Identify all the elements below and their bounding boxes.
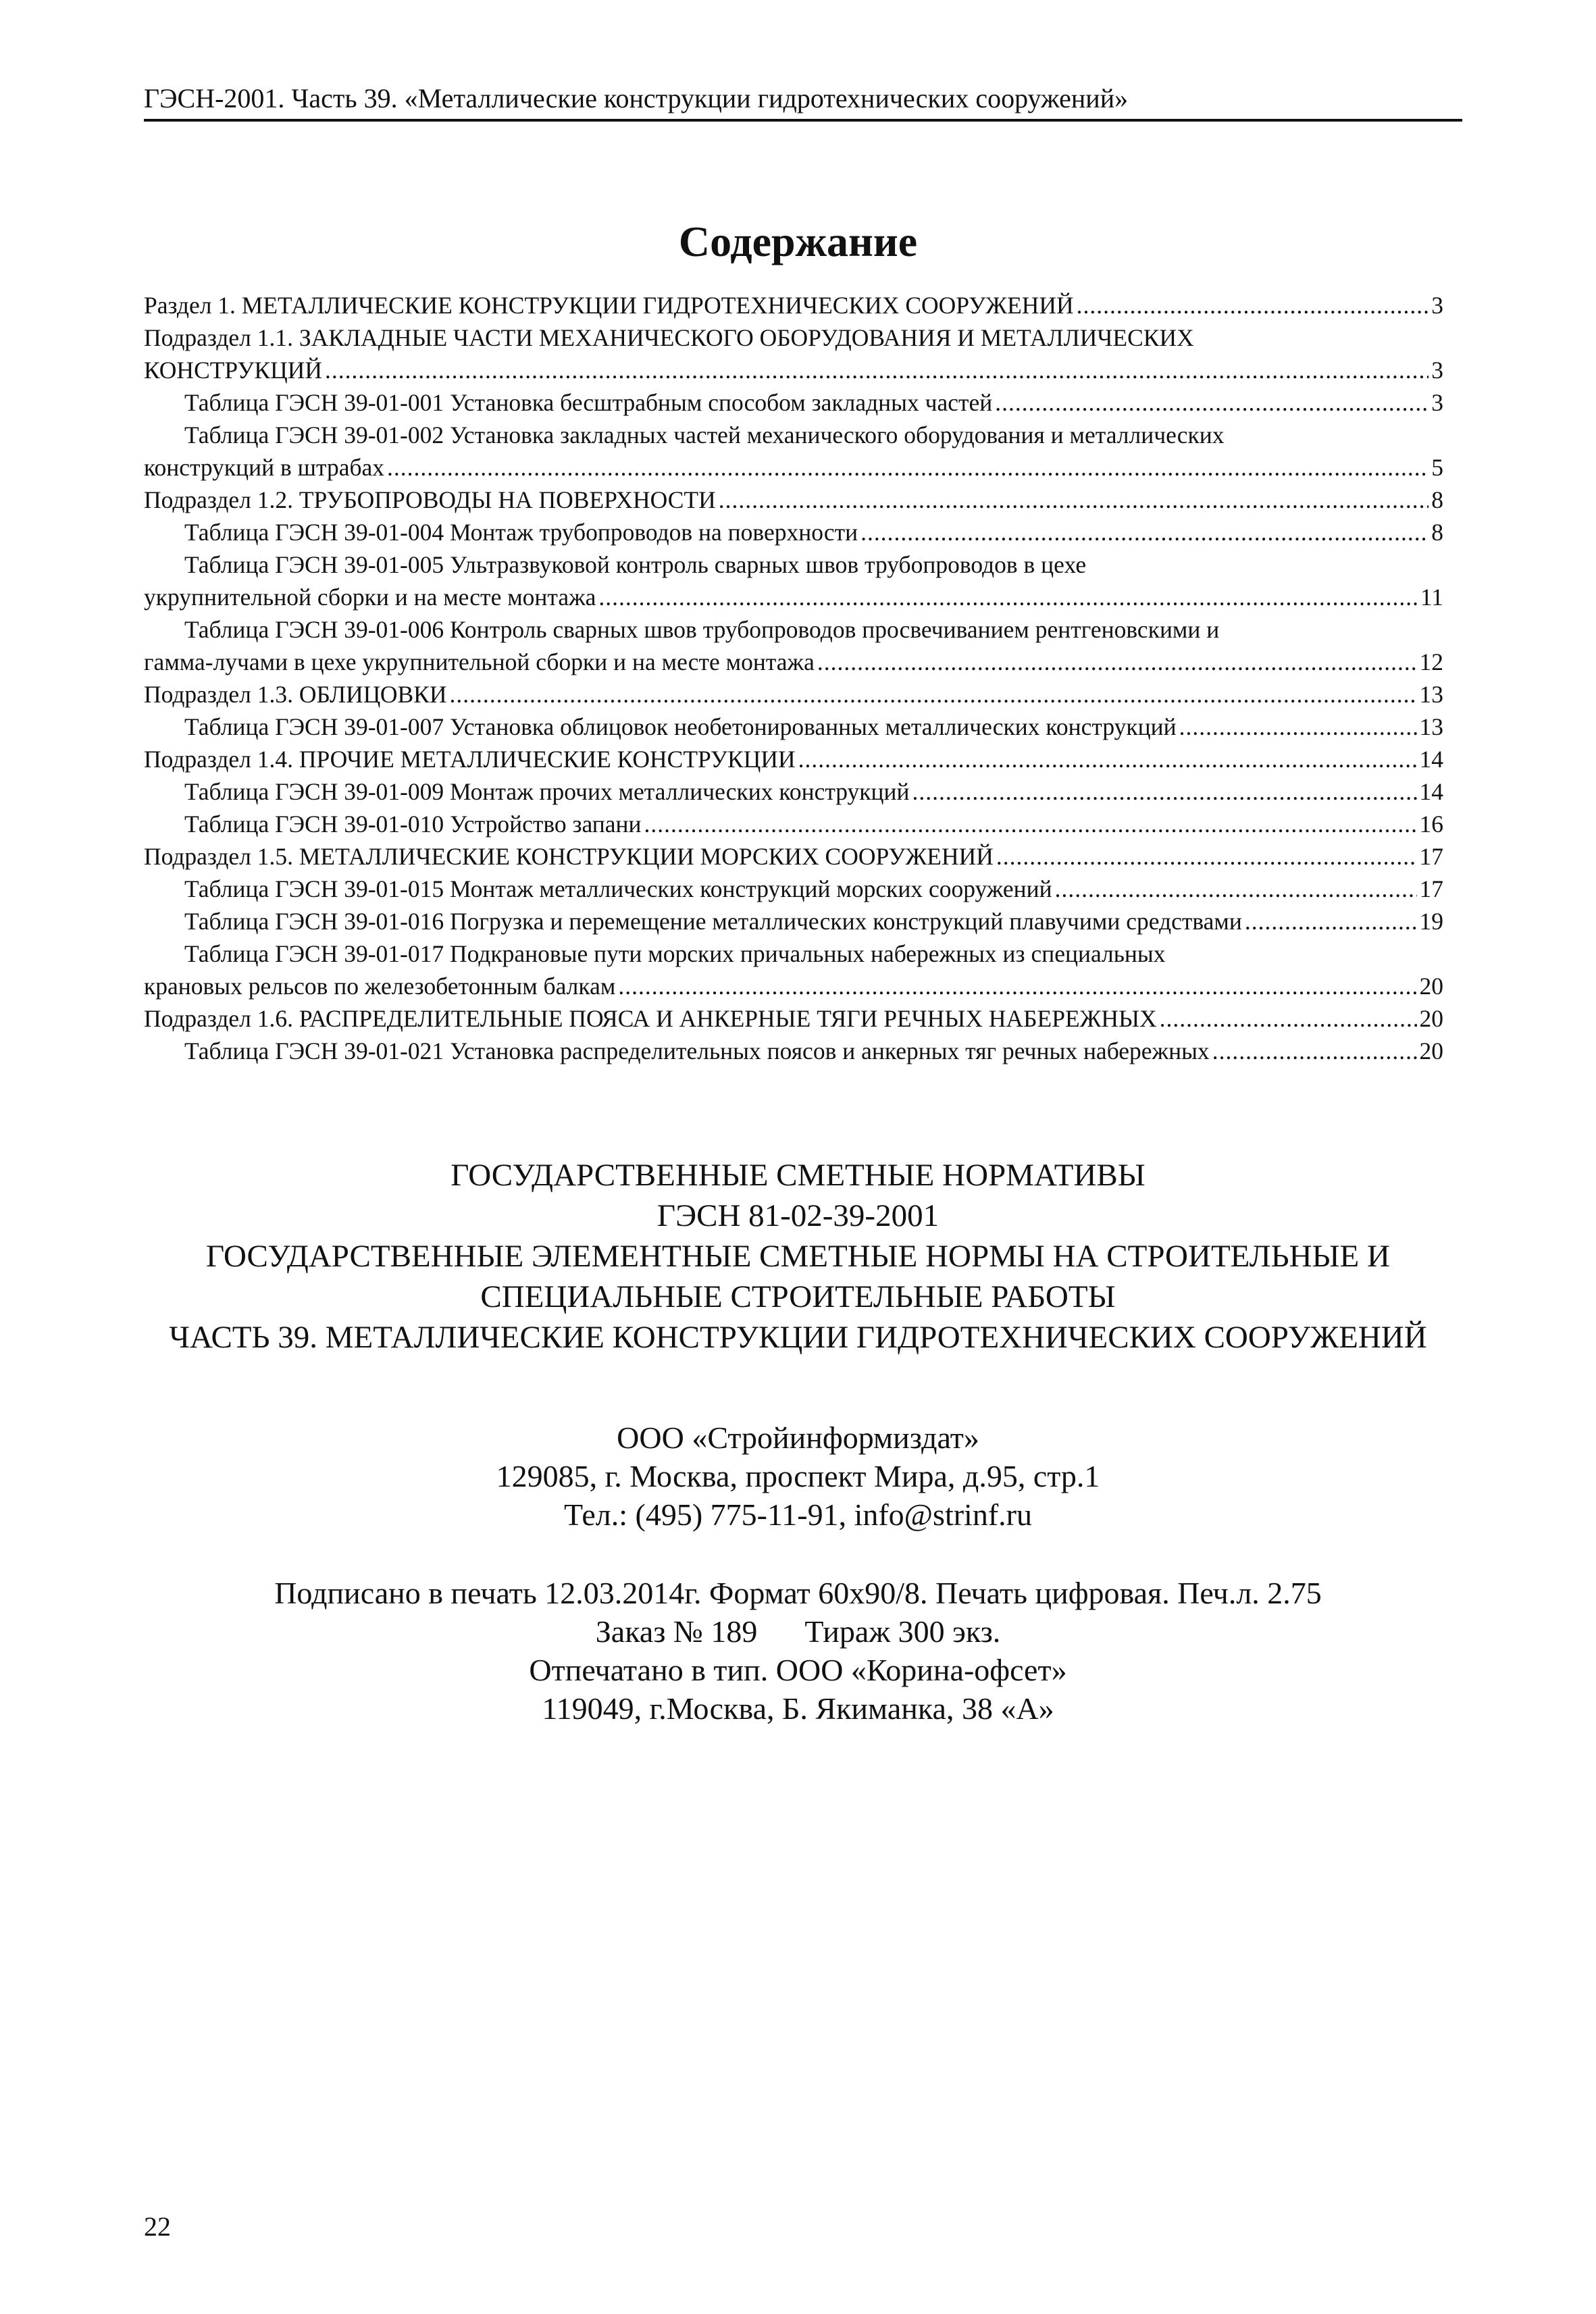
toc-entry-line — [144, 1035, 1443, 1067]
norms-line: ЧАСТЬ 39. МЕТАЛЛИЧЕСКИЕ КОНСТРУКЦИИ ГИДРОТЕХНИЧЕСКИХ СООРУЖЕНИЙ — [169, 1320, 1427, 1355]
toc-leader-dots — [1160, 1002, 1417, 1035]
toc-entry-line — [144, 354, 1443, 386]
toc-entry — [144, 711, 1443, 743]
page-number: 22 — [144, 2211, 171, 2242]
toc-entry-line-wrapped — [144, 937, 1443, 970]
imprint-run: Тираж 300 экз. — [804, 1614, 1001, 1649]
toc-entry — [144, 484, 1443, 516]
toc-entry-line — [144, 1002, 1443, 1035]
toc-entry-line — [144, 678, 1443, 711]
toc-entry-text: Подраздел 1.3. ОБЛИЦОВКИ — [144, 681, 447, 708]
toc-entry-text: Таблица ГЭСН 39-01-010 Устройство запани — [184, 811, 642, 838]
publisher-name: ООО «Стройинформиздат» — [617, 1420, 979, 1455]
toc-entry-text: Таблица ГЭСН 39-01-021 Установка распределительных поясов и анкерных тяг речных набережных — [184, 1037, 1210, 1064]
toc-entry-line — [144, 646, 1443, 678]
toc-entry — [144, 905, 1443, 937]
norms-line: СПЕЦИАЛЬНЫЕ СТРОИТЕЛЬНЫЕ РАБОТЫ — [480, 1279, 1116, 1314]
norms-line: ГОСУДАРСТВЕННЫЕ ЭЛЕМЕНТНЫЕ СМЕТНЫЕ НОРМЫ НА СТРОИТЕЛЬНЫЕ И — [206, 1239, 1390, 1274]
toc-entry-line — [144, 905, 1443, 937]
toc-leader-dots — [450, 678, 1417, 711]
toc-entry-line — [144, 451, 1443, 484]
toc-leader-dots — [1179, 711, 1417, 743]
imprint-order-line — [0, 1612, 1596, 1651]
toc-entry-line — [144, 516, 1443, 548]
toc-entry-text: Таблица ГЭСН 39-01-015 Монтаж металлических конструкций морских сооружений — [184, 875, 1052, 902]
toc-leader-dots — [719, 484, 1429, 516]
toc-entry — [144, 516, 1443, 548]
publisher-block — [0, 1418, 1596, 1534]
toc-entry-text: конструкций в штрабах — [144, 454, 385, 481]
toc-entry — [144, 840, 1443, 873]
toc-page-number: 5 — [1431, 454, 1443, 481]
toc-entry-line — [144, 808, 1443, 840]
toc-entry-text: Таблица ГЭСН 39-01-005 Ультразвуковой контроль сварных швов трубопроводов в цехе — [184, 551, 1087, 578]
toc-entry-text: Подраздел 1.4. ПРОЧИЕ МЕТАЛЛИЧЕСКИЕ КОНСТРУКЦИИ — [144, 746, 796, 773]
toc-leader-dots — [912, 775, 1417, 808]
toc-page-number: 20 — [1419, 1005, 1443, 1032]
toc-leader-dots — [1245, 905, 1417, 937]
toc-page-number: 20 — [1419, 1037, 1443, 1064]
toc-leader-dots — [644, 808, 1417, 840]
toc-page-number: 13 — [1419, 713, 1443, 740]
imprint-block — [0, 1574, 1596, 1728]
toc-leader-dots — [1212, 1035, 1417, 1067]
toc-page-number: 17 — [1419, 875, 1443, 902]
toc-entry-text: Подраздел 1.5. МЕТАЛЛИЧЕСКИЕ КОНСТРУКЦИИ МОРСКИХ СООРУЖЕНИЙ — [144, 843, 994, 870]
toc-entry — [144, 743, 1443, 775]
toc-entry — [144, 386, 1443, 419]
toc-page-number: 12 — [1419, 648, 1443, 675]
toc-entry — [144, 775, 1443, 808]
toc-entry — [144, 289, 1443, 322]
toc-entry-line — [144, 581, 1443, 613]
toc-entry-text: Таблица ГЭСН 39-01-017 Подкрановые пути морских причальных набережных из специальных — [184, 940, 1166, 967]
norms-title-block — [0, 1155, 1596, 1358]
toc-entry-text: Таблица ГЭСН 39-01-004 Монтаж трубопроводов на поверхности — [184, 519, 858, 546]
toc-leader-dots — [387, 451, 1428, 484]
publisher-contacts: Тел.: (495) 775-11-91, info@strinf.ru — [564, 1497, 1032, 1532]
toc-entry — [144, 1002, 1443, 1035]
toc-leader-dots — [1055, 873, 1417, 905]
toc-leader-dots — [325, 354, 1428, 386]
toc-entry-text: Таблица ГЭСН 39-01-007 Установка облицовок необетонированных металлических конструкций — [184, 713, 1177, 740]
toc-entry — [144, 548, 1443, 613]
toc-page-number: 14 — [1419, 746, 1443, 773]
toc-page-number: 8 — [1431, 519, 1443, 546]
toc-page-number: 3 — [1431, 389, 1443, 416]
toc-leader-dots — [996, 840, 1417, 873]
toc-page-number: 14 — [1419, 778, 1443, 805]
toc-leader-dots — [598, 581, 1417, 613]
toc-page-number: 3 — [1431, 357, 1443, 384]
toc-entry-text: гамма-лучами в цехе укрупнительной сборки и на месте монтажа — [144, 648, 815, 675]
toc-entry-text: Подраздел 1.1. ЗАКЛАДНЫЕ ЧАСТИ МЕХАНИЧЕСКОГО ОБОРУДОВАНИЯ И МЕТАЛЛИЧЕСКИХ — [144, 324, 1194, 351]
toc-entry-text: Таблица ГЭСН 39-01-006 Контроль сварных швов трубопроводов просвечиванием рентгеновскими и — [184, 616, 1220, 643]
toc-page-number: 3 — [1431, 292, 1443, 319]
toc-entry-line-wrapped — [144, 613, 1443, 646]
toc-entry-line — [144, 289, 1443, 322]
imprint-signed: Подписано в печать 12.03.2014г. Формат 60х90/8. Печать цифровая. Печ.л. 2.75 — [274, 1576, 1322, 1610]
toc-entry — [144, 873, 1443, 905]
toc-entry-line — [144, 386, 1443, 419]
toc-leader-dots — [995, 386, 1428, 419]
toc-leader-dots — [860, 516, 1428, 548]
toc-entry-text: КОНСТРУКЦИЙ — [144, 357, 323, 384]
toc-leader-dots — [618, 970, 1416, 1002]
toc-entry-line-wrapped — [144, 548, 1443, 581]
toc-entry — [144, 678, 1443, 711]
table-of-contents — [144, 289, 1443, 1067]
toc-page-number: 19 — [1419, 908, 1443, 935]
toc-page-number: 20 — [1419, 973, 1443, 1000]
running-header: ГЭСН-2001. Часть 39. «Металлические конструкции гидротехнических сооружений» — [144, 80, 1462, 122]
imprint-address: 119049, г.Москва, Б. Якиманка, 38 «А» — [542, 1691, 1054, 1726]
toc-page-number: 16 — [1419, 811, 1443, 838]
toc-page-number: 8 — [1431, 486, 1443, 513]
toc-entry — [144, 322, 1443, 386]
toc-entry-line — [144, 873, 1443, 905]
toc-entry — [144, 937, 1443, 1002]
toc-entry — [144, 1035, 1443, 1067]
toc-entry-text: Таблица ГЭСН 39-01-016 Погрузка и перемещение металлических конструкций плавучими средствами — [184, 908, 1242, 935]
toc-entry-line — [144, 775, 1443, 808]
toc-entry-line — [144, 970, 1443, 1002]
toc-entry-text: Таблица ГЭСН 39-01-001 Установка бесштрабным способом закладных частей — [184, 389, 993, 416]
toc-page-number: 11 — [1420, 584, 1443, 611]
toc-entry-text: Подраздел 1.6. РАСПРЕДЕЛИТЕЛЬНЫЕ ПОЯСА И АНКЕРНЫЕ ТЯГИ РЕЧНЫХ НАБЕРЕЖНЫХ — [144, 1005, 1157, 1032]
toc-entry-text: крановых рельсов по железобетонным балкам — [144, 973, 616, 1000]
toc-leader-dots — [798, 743, 1417, 775]
toc-entry-line-wrapped — [144, 322, 1443, 354]
norms-line: ГОСУДАРСТВЕННЫЕ СМЕТНЫЕ НОРМАТИВЫ — [451, 1158, 1145, 1193]
imprint-order: Заказ № 189 — [595, 1614, 758, 1649]
toc-entry — [144, 808, 1443, 840]
toc-entry-text: Подраздел 1.2. ТРУБОПРОВОДЫ НА ПОВЕРХНОСТИ — [144, 486, 716, 513]
toc-entry-line — [144, 743, 1443, 775]
toc-entry-line-wrapped — [144, 419, 1443, 451]
toc-entry-line — [144, 840, 1443, 873]
toc-entry-line — [144, 484, 1443, 516]
toc-page-number: 13 — [1419, 681, 1443, 708]
norms-line: ГЭСН 81-02-39-2001 — [657, 1198, 939, 1233]
imprint-printed-by: Отпечатано в тип. ООО «Корина-офсет» — [529, 1653, 1067, 1687]
toc-leader-dots — [817, 646, 1417, 678]
toc-entry-text: Таблица ГЭСН 39-01-009 Монтаж прочих металлических конструкций — [184, 778, 910, 805]
toc-leader-dots — [1077, 289, 1429, 322]
toc-title: Содержание — [678, 217, 918, 265]
toc-page-number: 17 — [1419, 843, 1443, 870]
toc-entry-text: Раздел 1. МЕТАЛЛИЧЕСКИЕ КОНСТРУКЦИИ ГИДРОТЕХНИЧЕСКИХ СООРУЖЕНИЙ — [144, 292, 1074, 319]
toc-entry-text: Таблица ГЭСН 39-01-002 Установка закладных частей механического оборудования и металлических — [184, 421, 1225, 448]
toc-entry — [144, 613, 1443, 678]
toc-entry-text: укрупнительной сборки и на месте монтажа — [144, 584, 596, 611]
publisher-address: 129085, г. Москва, проспект Мира, д.95, стр.1 — [496, 1459, 1100, 1493]
toc-entry — [144, 419, 1443, 484]
toc-entry-line — [144, 711, 1443, 743]
